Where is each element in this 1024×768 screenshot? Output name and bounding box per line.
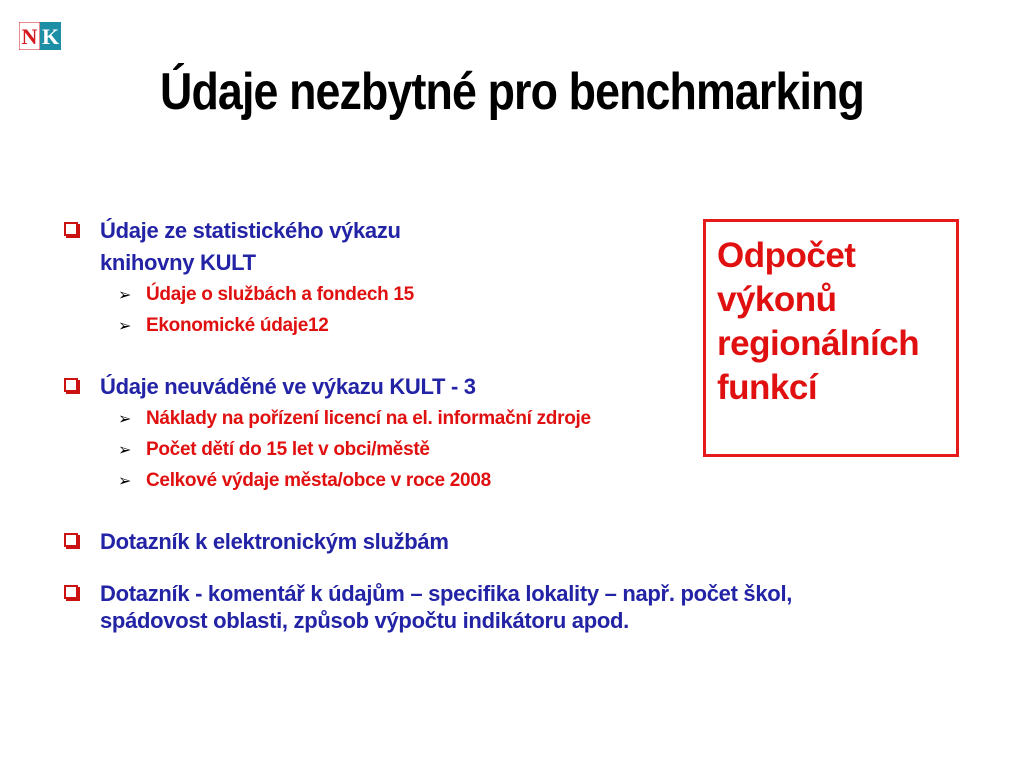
item-text: Údaje ze statistického výkazu [100, 218, 401, 243]
sub-item-text: Údaje o službách a fondech 15 [146, 284, 414, 305]
highlight-line: regionálních [717, 324, 920, 363]
checkbox-bullet-icon [64, 378, 78, 392]
highlight-line: Odpočet [717, 236, 856, 275]
item-text: Dotazník - komentář k údajům – specifika lokality – např. počet škol, spádovost oblasti, způsob výpočtu indikátoru apod. [100, 581, 793, 633]
arrow-bullet-icon: ➢ [118, 471, 132, 490]
item-text: Údaje neuváděné ve výkazu KULT - 3 [100, 374, 476, 399]
highlight-box [703, 219, 959, 457]
list-item [62, 580, 942, 634]
sub-item-text: Ekonomické údaje12 [146, 315, 329, 336]
arrow-bullet-icon: ➢ [118, 285, 132, 304]
item-text: Dotazník k elektronickým službám [100, 529, 449, 554]
highlight-line: funkcí [717, 368, 818, 407]
sub-item-text: Počet dětí do 15 let v obci/městě [146, 439, 430, 460]
arrow-bullet-icon: ➢ [118, 440, 132, 459]
svg-text:N: N [21, 24, 38, 49]
arrow-bullet-icon: ➢ [118, 409, 132, 428]
sub-item-text: Náklady na pořízení licencí na el. informační zdroje [146, 408, 591, 429]
checkbox-bullet-icon [64, 222, 78, 236]
list-item [62, 526, 942, 558]
highlight-line: výkonů [717, 280, 837, 319]
checkbox-bullet-icon [64, 533, 78, 547]
arrow-bullet-icon: ➢ [118, 316, 132, 335]
item-text-continuation: knihovny KULT [100, 250, 256, 275]
nk-logo [19, 22, 61, 50]
sub-list-item [62, 465, 942, 496]
checkbox-bullet-icon [64, 585, 78, 599]
sub-item-text: Celkové výdaje města/obce v roce 2008 [146, 470, 491, 491]
slide-title: Údaje nezbytné pro benchmarking [160, 63, 864, 121]
svg-text:K: K [41, 24, 60, 49]
